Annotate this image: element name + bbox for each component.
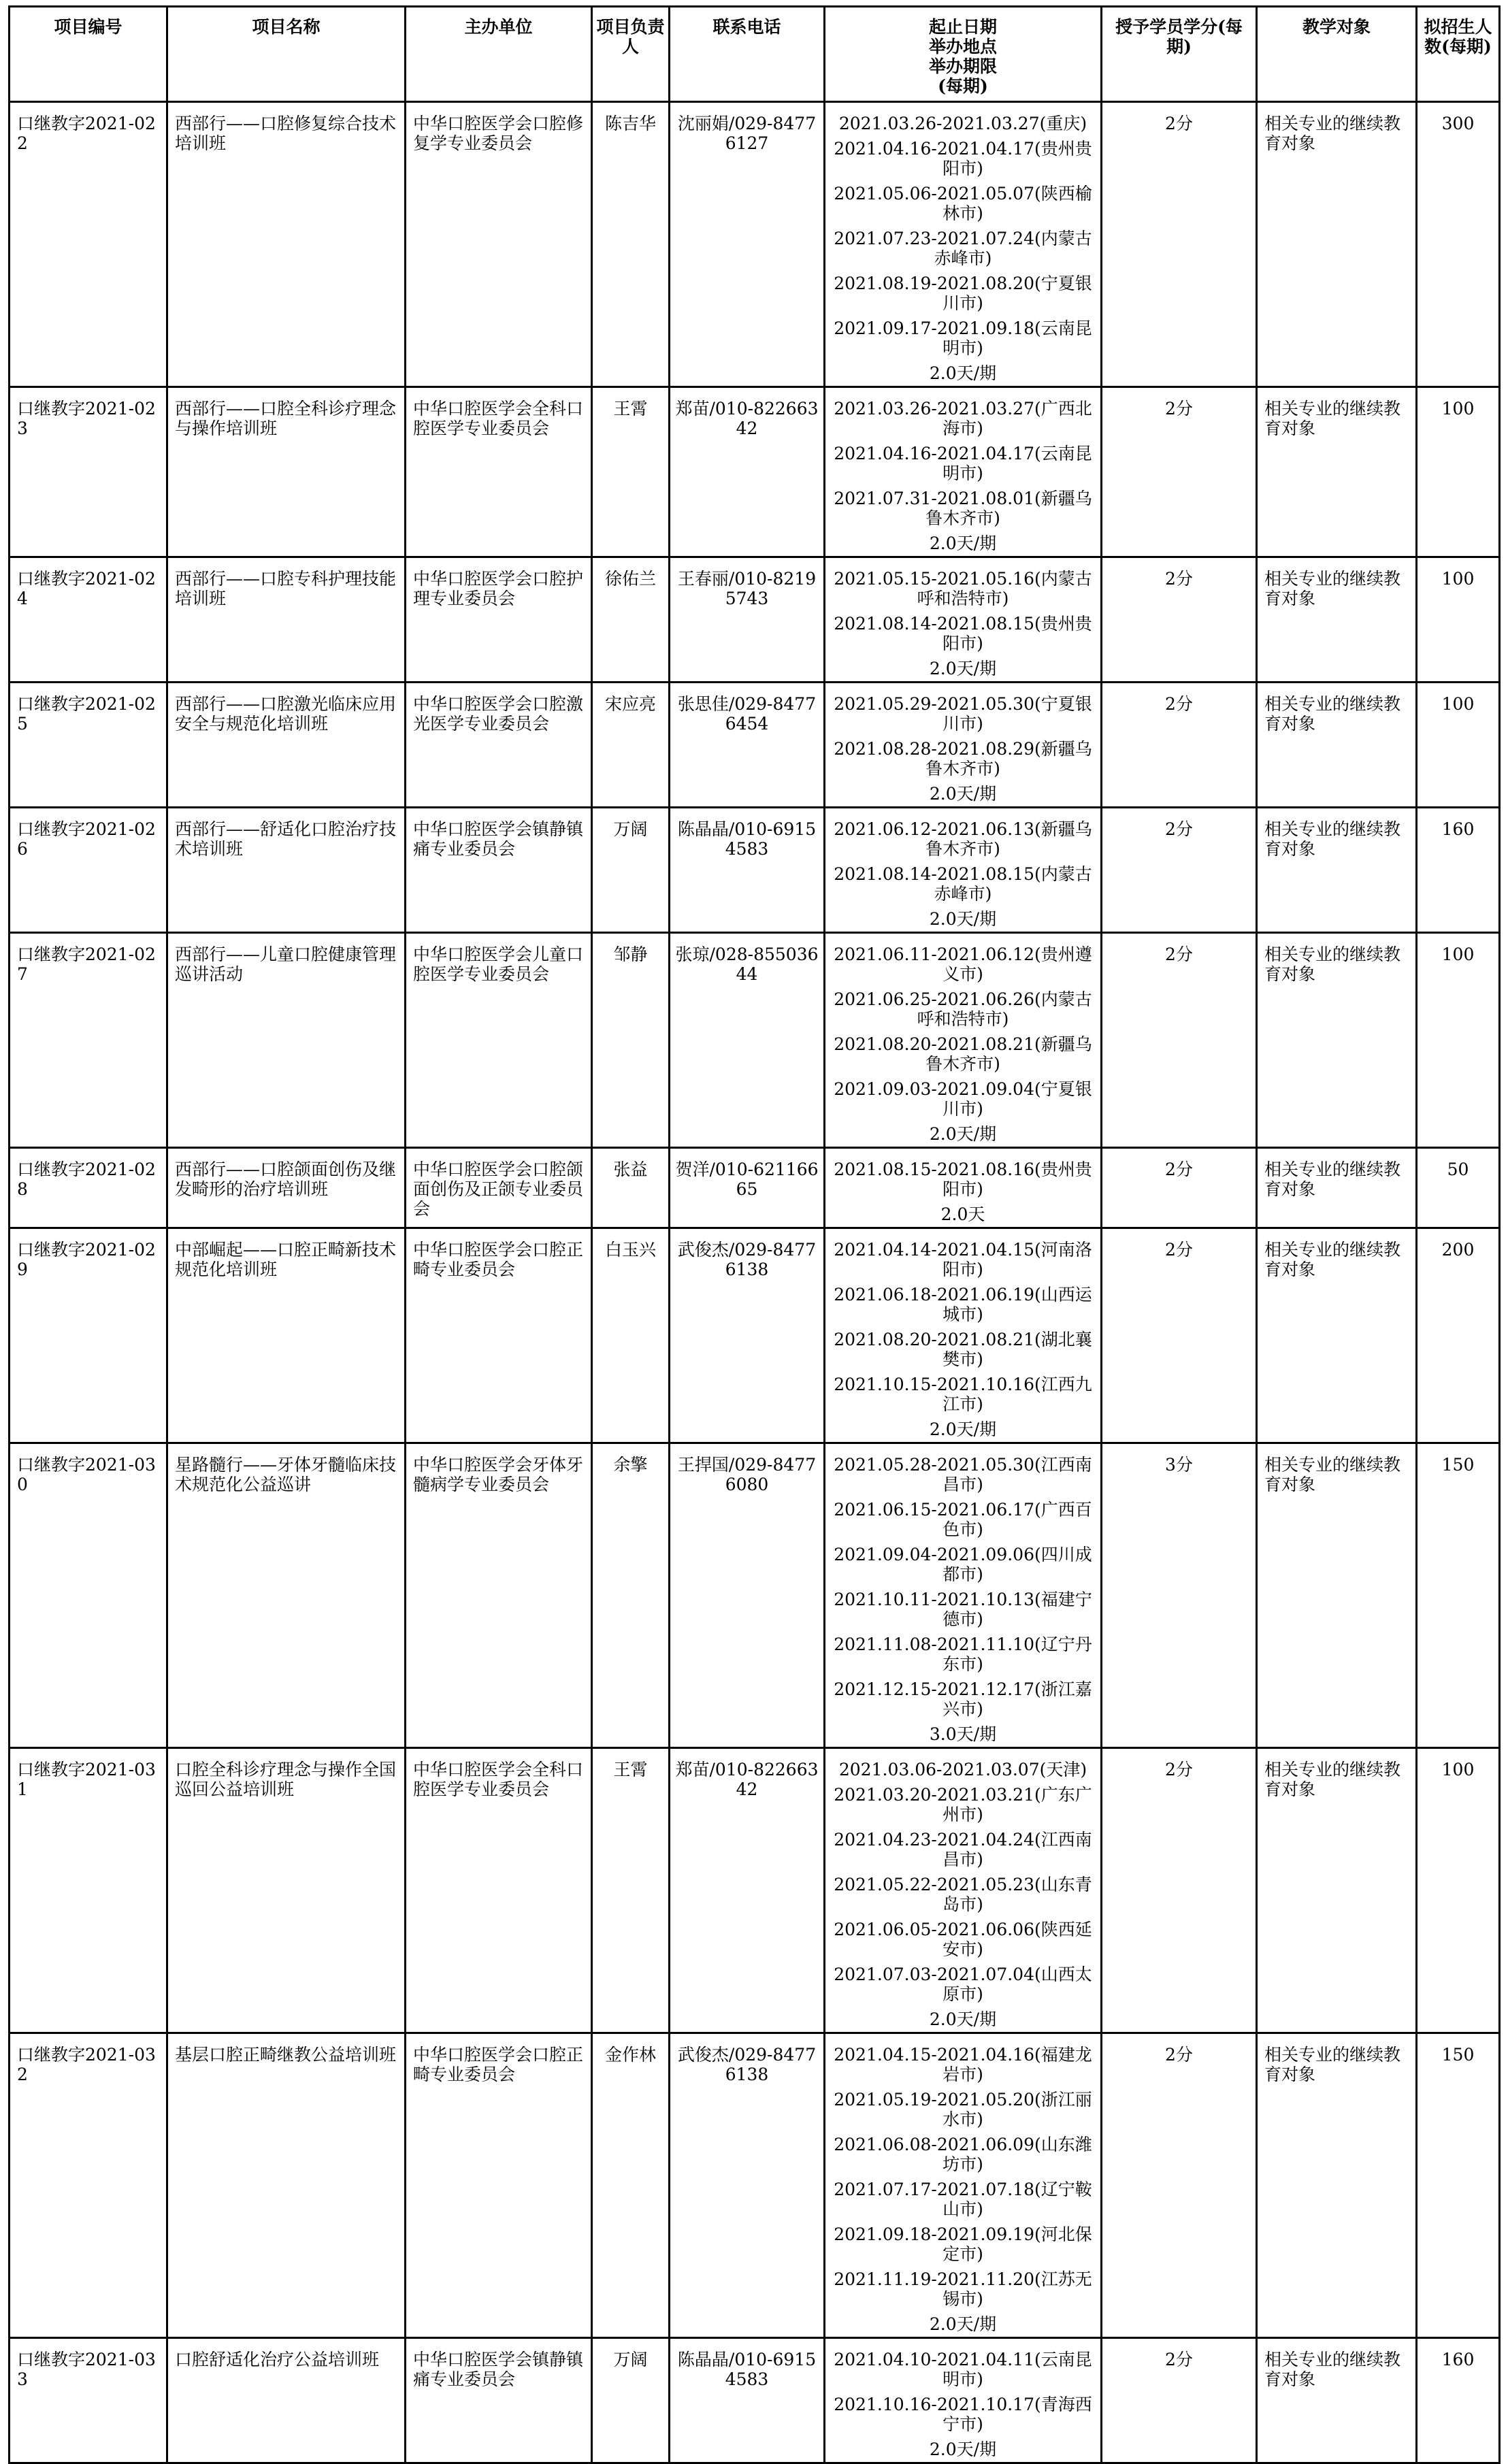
leader-cell: 万阔 — [592, 2338, 670, 2463]
organizer-cell: 中华口腔医学会镇静镇痛专业委员会 — [406, 2338, 592, 2463]
phone-cell: 陈晶晶/010-69154583 — [670, 2338, 825, 2463]
table-row — [10, 1148, 1500, 1228]
credit-cell: 3分 — [1102, 1443, 1257, 1748]
project-id-cell: 口继教字2021-028 — [10, 1148, 167, 1228]
schedule-entry: 2021.06.08-2021.06.09(山东潍坊市) — [834, 2135, 1092, 2174]
phone-cell: 沈丽娟/029-84776127 — [670, 102, 825, 387]
schedule-cell — [825, 1148, 1102, 1228]
duration-text: 2.0天/期 — [929, 1124, 997, 1144]
header-org: 主办单位 — [406, 7, 592, 102]
organizer-cell: 中华口腔医学会口腔激光医学专业委员会 — [406, 683, 592, 808]
project-id-cell: 口继教字2021-032 — [10, 2033, 167, 2338]
target-cell: 相关专业的继续教育对象 — [1257, 102, 1417, 387]
target-cell: 相关专业的继续教育对象 — [1257, 808, 1417, 933]
table-row — [10, 2033, 1500, 2338]
schedule-entry: 2021.10.16-2021.10.17(青海西宁市) — [834, 2395, 1092, 2434]
project-id-cell: 口继教字2021-024 — [10, 557, 167, 683]
quota-cell: 150 — [1417, 2033, 1500, 2338]
table-row — [10, 1748, 1500, 2033]
credit-cell: 2分 — [1102, 808, 1257, 933]
schedule-entry: 2021.04.16-2021.04.17(云南昆明市) — [834, 444, 1092, 483]
project-name-cell: 西部行——口腔激光临床应用安全与规范化培训班 — [167, 683, 406, 808]
leader-cell: 王霄 — [592, 387, 670, 557]
project-id-cell: 口继教字2021-023 — [10, 387, 167, 557]
schedule-entry: 2021.03.20-2021.03.21(广东广州市) — [834, 1785, 1092, 1824]
duration-text: 2.0天/期 — [929, 909, 997, 929]
organizer-cell: 中华口腔医学会口腔颌面创伤及正颌专业委员会 — [406, 1148, 592, 1228]
duration-text: 2.0天/期 — [929, 2440, 997, 2459]
organizer-cell: 中华口腔医学会镇静镇痛专业委员会 — [406, 808, 592, 933]
target-cell: 相关专业的继续教育对象 — [1257, 933, 1417, 1148]
target-cell: 相关专业的继续教育对象 — [1257, 387, 1417, 557]
schedule-entry: 2021.04.23-2021.04.24(江西南昌市) — [834, 1830, 1092, 1869]
target-cell: 相关专业的继续教育对象 — [1257, 1748, 1417, 2033]
quota-cell: 100 — [1417, 387, 1500, 557]
quota-cell: 50 — [1417, 1148, 1500, 1228]
project-id-cell: 口继教字2021-030 — [10, 1443, 167, 1748]
schedule-entry: 2021.05.19-2021.05.20(浙江丽水市) — [834, 2090, 1092, 2129]
schedule-entry: 2021.07.23-2021.07.24(内蒙古赤峰市) — [834, 229, 1092, 268]
schedule-entry: 2021.03.06-2021.03.07(天津) — [838, 1760, 1087, 1779]
leader-cell: 张益 — [592, 1148, 670, 1228]
schedule-entry: 2021.03.26-2021.03.27(广西北海市) — [834, 399, 1092, 438]
schedule-entry: 2021.07.17-2021.07.18(辽宁鞍山市) — [834, 2180, 1092, 2219]
project-name-cell: 西部行——口腔专科护理技能培训班 — [167, 557, 406, 683]
target-cell: 相关专业的继续教育对象 — [1257, 1443, 1417, 1748]
schedule-entry: 2021.05.29-2021.05.30(宁夏银川市) — [834, 694, 1092, 734]
schedule-entry: 2021.07.03-2021.07.04(山西太原市) — [834, 1965, 1092, 2004]
project-name-cell: 西部行——口腔颌面创伤及继发畸形的治疗培训班 — [167, 1148, 406, 1228]
schedule-entry: 2021.05.28-2021.05.30(江西南昌市) — [834, 1455, 1092, 1494]
table-row — [10, 1228, 1500, 1443]
credit-cell: 2分 — [1102, 2338, 1257, 2463]
header-quota: 拟招生人数(每期) — [1417, 7, 1500, 102]
phone-cell: 武俊杰/029-84776138 — [670, 1228, 825, 1443]
header-credit: 授予学员学分(每期) — [1102, 7, 1257, 102]
schedule-cell — [825, 557, 1102, 683]
leader-cell: 万阔 — [592, 808, 670, 933]
schedule-cell — [825, 387, 1102, 557]
leader-cell: 陈吉华 — [592, 102, 670, 387]
project-name-cell: 西部行——舒适化口腔治疗技术培训班 — [167, 808, 406, 933]
schedule-cell — [825, 1228, 1102, 1443]
project-table — [8, 5, 1501, 2464]
leader-cell: 余擎 — [592, 1443, 670, 1748]
table-row — [10, 102, 1500, 387]
duration-text: 2.0天/期 — [929, 2009, 997, 2029]
target-cell: 相关专业的继续教育对象 — [1257, 683, 1417, 808]
organizer-cell: 中华口腔医学会口腔正畸专业委员会 — [406, 2033, 592, 2338]
table-row — [10, 933, 1500, 1148]
schedule-entry: 2021.10.11-2021.10.13(福建宁德市) — [834, 1590, 1092, 1629]
table-row — [10, 387, 1500, 557]
duration-text: 2.0天 — [940, 1204, 985, 1224]
schedule-entry: 2021.03.26-2021.03.27(重庆) — [838, 114, 1087, 133]
organizer-cell: 中华口腔医学会口腔修复学专业委员会 — [406, 102, 592, 387]
leader-cell: 徐佑兰 — [592, 557, 670, 683]
schedule-entry: 2021.06.25-2021.06.26(内蒙古呼和浩特市) — [834, 989, 1092, 1029]
target-cell: 相关专业的继续教育对象 — [1257, 2338, 1417, 2463]
credit-cell: 2分 — [1102, 387, 1257, 557]
schedule-cell — [825, 2033, 1102, 2338]
organizer-cell: 中华口腔医学会全科口腔医学专业委员会 — [406, 1748, 592, 2033]
schedule-entry: 2021.05.22-2021.05.23(山东青岛市) — [834, 1875, 1092, 1914]
header-target: 教学对象 — [1257, 7, 1417, 102]
leader-cell: 邹静 — [592, 933, 670, 1148]
table-row — [10, 557, 1500, 683]
header-id: 项目编号 — [10, 7, 167, 102]
phone-cell: 张思佳/029-84776454 — [670, 683, 825, 808]
quota-cell: 160 — [1417, 808, 1500, 933]
quota-cell: 200 — [1417, 1228, 1500, 1443]
schedule-entry: 2021.06.11-2021.06.12(贵州遵义市) — [834, 944, 1092, 984]
schedule-entry: 2021.04.14-2021.04.15(河南洛阳市) — [834, 1240, 1092, 1279]
schedule-entry: 2021.05.15-2021.05.16(内蒙古呼和浩特市) — [834, 569, 1092, 608]
project-name-cell: 西部行——口腔全科诊疗理念与操作培训班 — [167, 387, 406, 557]
project-id-cell: 口继教字2021-031 — [10, 1748, 167, 2033]
project-id-cell: 口继教字2021-022 — [10, 102, 167, 387]
organizer-cell: 中华口腔医学会儿童口腔医学专业委员会 — [406, 933, 592, 1148]
schedule-entry: 2021.06.15-2021.06.17(广西百色市) — [834, 1500, 1092, 1539]
schedule-entry: 2021.08.19-2021.08.20(宁夏银川市) — [834, 274, 1092, 313]
credit-cell: 2分 — [1102, 1748, 1257, 2033]
duration-text: 3.0天/期 — [929, 1724, 997, 1744]
phone-cell: 贺洋/010-62116665 — [670, 1148, 825, 1228]
table-row — [10, 683, 1500, 808]
duration-text: 2.0天/期 — [929, 2314, 997, 2334]
table-row — [10, 808, 1500, 933]
quota-cell: 100 — [1417, 557, 1500, 683]
quota-cell: 160 — [1417, 2338, 1500, 2463]
project-name-cell: 西部行——儿童口腔健康管理巡讲活动 — [167, 933, 406, 1148]
credit-cell: 2分 — [1102, 1148, 1257, 1228]
phone-cell: 陈晶晶/010-69154583 — [670, 808, 825, 933]
leader-cell: 金作林 — [592, 2033, 670, 2338]
table-row — [10, 1443, 1500, 1748]
schedule-cell — [825, 1748, 1102, 2033]
phone-cell: 张琼/028-85503644 — [670, 933, 825, 1148]
schedule-entry: 2021.08.20-2021.08.21(新疆乌鲁木齐市) — [834, 1034, 1092, 1074]
project-name-cell: 口腔舒适化治疗公益培训班 — [167, 2338, 406, 2463]
quota-cell: 100 — [1417, 683, 1500, 808]
project-name-cell: 星路髓行——牙体牙髓临床技术规范化公益巡讲 — [167, 1443, 406, 1748]
schedule-entry: 2021.08.20-2021.08.21(湖北襄樊市) — [834, 1330, 1092, 1369]
quota-cell: 100 — [1417, 933, 1500, 1148]
credit-cell: 2分 — [1102, 933, 1257, 1148]
header-leader: 项目负责人 — [592, 7, 670, 102]
organizer-cell: 中华口腔医学会全科口腔医学专业委员会 — [406, 387, 592, 557]
credit-cell: 2分 — [1102, 2033, 1257, 2338]
schedule-entry: 2021.04.15-2021.04.16(福建龙岩市) — [834, 2045, 1092, 2084]
leader-cell: 白玉兴 — [592, 1228, 670, 1443]
schedule-entry: 2021.07.31-2021.08.01(新疆乌鲁木齐市) — [834, 489, 1092, 528]
schedule-entry: 2021.11.19-2021.11.20(江苏无锡市) — [834, 2269, 1092, 2309]
schedule-cell — [825, 808, 1102, 933]
target-cell: 相关专业的继续教育对象 — [1257, 2033, 1417, 2338]
schedule-cell — [825, 1443, 1102, 1748]
project-name-cell: 中部崛起——口腔正畸新技术规范化培训班 — [167, 1228, 406, 1443]
schedule-cell — [825, 2338, 1102, 2463]
header-row — [10, 7, 1500, 102]
project-id-cell: 口继教字2021-026 — [10, 808, 167, 933]
organizer-cell: 中华口腔医学会口腔护理专业委员会 — [406, 557, 592, 683]
schedule-entry: 2021.11.08-2021.11.10(辽宁丹东市) — [834, 1635, 1092, 1674]
schedule-entry: 2021.04.10-2021.04.11(云南昆明市) — [834, 2350, 1092, 2389]
duration-text: 2.0天/期 — [929, 363, 997, 383]
duration-text: 2.0天/期 — [929, 1419, 997, 1439]
schedule-entry: 2021.08.14-2021.08.15(贵州贵阳市) — [834, 614, 1092, 653]
schedule-entry: 2021.09.03-2021.09.04(宁夏银川市) — [834, 1079, 1092, 1119]
project-id-cell: 口继教字2021-033 — [10, 2338, 167, 2463]
quota-cell: 300 — [1417, 102, 1500, 387]
target-cell: 相关专业的继续教育对象 — [1257, 1148, 1417, 1228]
target-cell: 相关专业的继续教育对象 — [1257, 557, 1417, 683]
header-phone: 联系电话 — [670, 7, 825, 102]
credit-cell: 2分 — [1102, 102, 1257, 387]
schedule-entry: 2021.08.15-2021.08.16(贵州贵阳市) — [834, 1160, 1092, 1199]
phone-cell: 郑苗/010-82266342 — [670, 387, 825, 557]
schedule-entry: 2021.05.06-2021.05.07(陕西榆林市) — [834, 184, 1092, 223]
header-name: 项目名称 — [167, 7, 406, 102]
schedule-entry: 2021.09.18-2021.09.19(河北保定市) — [834, 2224, 1092, 2264]
leader-cell: 王霄 — [592, 1748, 670, 2033]
schedule-entry: 2021.08.14-2021.08.15(内蒙古赤峰市) — [834, 864, 1092, 904]
phone-cell: 武俊杰/029-84776138 — [670, 2033, 825, 2338]
schedule-entry: 2021.09.04-2021.09.06(四川成都市) — [834, 1545, 1092, 1584]
schedule-entry: 2021.12.15-2021.12.17(浙江嘉兴市) — [834, 1679, 1092, 1719]
schedule-entry: 2021.06.18-2021.06.19(山西运城市) — [834, 1285, 1092, 1324]
leader-cell: 宋应亮 — [592, 683, 670, 808]
project-id-cell: 口继教字2021-025 — [10, 683, 167, 808]
schedule-entry: 2021.04.16-2021.04.17(贵州贵阳市) — [834, 139, 1092, 178]
schedule-cell — [825, 102, 1102, 387]
quota-cell: 100 — [1417, 1748, 1500, 2033]
schedule-cell — [825, 933, 1102, 1148]
schedule-entry: 2021.10.15-2021.10.16(江西九江市) — [834, 1375, 1092, 1414]
duration-text: 2.0天/期 — [929, 659, 997, 678]
header-schedule: 起止日期 举办地点 举办期限 (每期) — [825, 7, 1102, 102]
project-name-cell: 西部行——口腔修复综合技术培训班 — [167, 102, 406, 387]
duration-text: 2.0天/期 — [929, 784, 997, 804]
organizer-cell: 中华口腔医学会牙体牙髓病学专业委员会 — [406, 1443, 592, 1748]
organizer-cell: 中华口腔医学会口腔正畸专业委员会 — [406, 1228, 592, 1443]
project-name-cell: 基层口腔正畸继教公益培训班 — [167, 2033, 406, 2338]
table-row — [10, 2338, 1500, 2463]
credit-cell: 2分 — [1102, 1228, 1257, 1443]
target-cell: 相关专业的继续教育对象 — [1257, 1228, 1417, 1443]
project-id-cell: 口继教字2021-029 — [10, 1228, 167, 1443]
schedule-cell — [825, 683, 1102, 808]
phone-cell: 郑苗/010-82266342 — [670, 1748, 825, 2033]
project-id-cell: 口继教字2021-027 — [10, 933, 167, 1148]
schedule-entry: 2021.09.17-2021.09.18(云南昆明市) — [834, 318, 1092, 358]
phone-cell: 王春丽/010-82195743 — [670, 557, 825, 683]
project-name-cell: 口腔全科诊疗理念与操作全国巡回公益培训班 — [167, 1748, 406, 2033]
schedule-entry: 2021.06.05-2021.06.06(陕西延安市) — [834, 1920, 1092, 1959]
credit-cell: 2分 — [1102, 557, 1257, 683]
schedule-entry: 2021.06.12-2021.06.13(新疆乌鲁木齐市) — [834, 819, 1092, 859]
credit-cell: 2分 — [1102, 683, 1257, 808]
quota-cell: 150 — [1417, 1443, 1500, 1748]
schedule-entry: 2021.08.28-2021.08.29(新疆乌鲁木齐市) — [834, 739, 1092, 778]
phone-cell: 王捍国/029-84776080 — [670, 1443, 825, 1748]
duration-text: 2.0天/期 — [929, 533, 997, 553]
